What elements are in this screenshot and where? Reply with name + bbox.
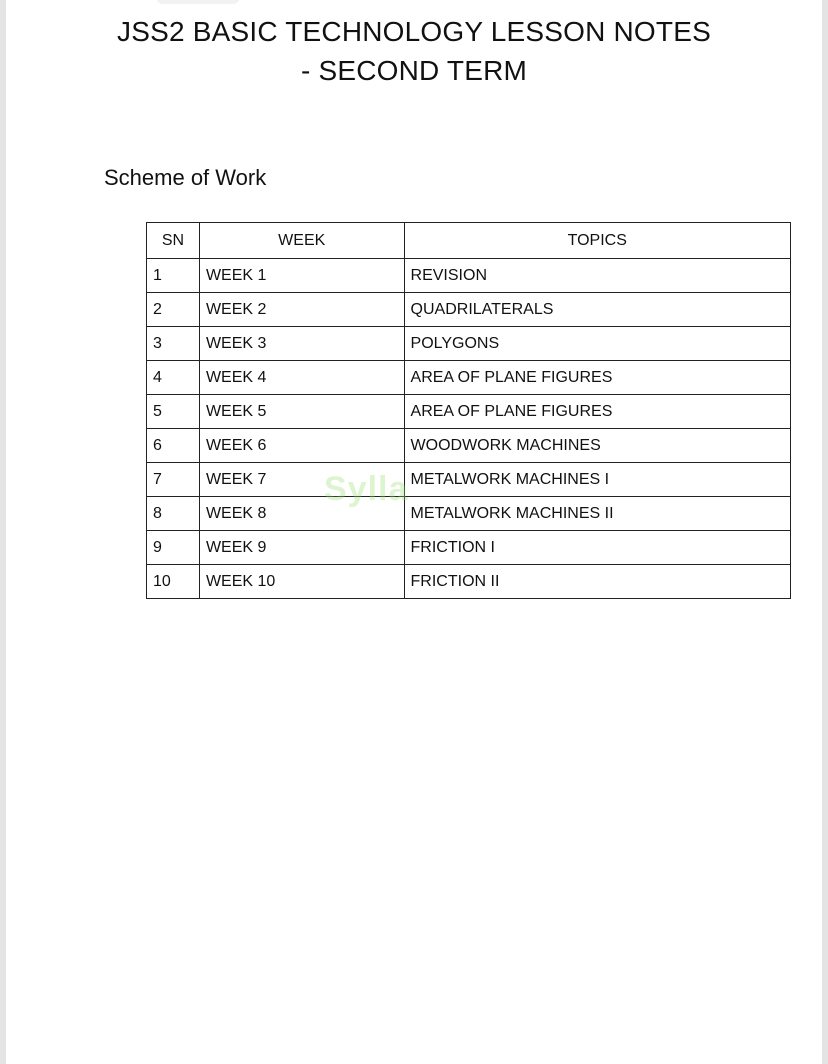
cell-sn: 7	[147, 463, 200, 497]
cell-sn: 8	[147, 497, 200, 531]
table-row	[147, 565, 791, 599]
cell-topic: FRICTION II	[404, 565, 790, 599]
cell-topic: METALWORK MACHINES I	[404, 463, 790, 497]
cell-week: WEEK 5	[199, 395, 404, 429]
cell-topic: REVISION	[404, 259, 790, 293]
column-header-topics: TOPICS	[404, 223, 790, 259]
table-row	[147, 429, 791, 463]
cell-topic: METALWORK MACHINES II	[404, 497, 790, 531]
table-row	[147, 259, 791, 293]
table-header-row	[147, 223, 791, 259]
cell-week: WEEK 4	[199, 361, 404, 395]
cell-week: WEEK 8	[199, 497, 404, 531]
cell-week: WEEK 3	[199, 327, 404, 361]
column-header-sn: SN	[147, 223, 200, 259]
watermark-logo: Sylla	[324, 470, 409, 508]
document-title-line-1: JSS2 BASIC TECHNOLOGY LESSON NOTES	[117, 16, 711, 47]
table-row	[147, 497, 791, 531]
table-row	[147, 463, 791, 497]
section-heading: Scheme of Work	[104, 165, 267, 190]
column-header-week: WEEK	[199, 223, 404, 259]
table-row	[147, 361, 791, 395]
cell-week: WEEK 10	[199, 565, 404, 599]
cell-sn: 2	[147, 293, 200, 327]
cell-sn: 4	[147, 361, 200, 395]
cell-week: WEEK 6	[199, 429, 404, 463]
table-row	[147, 395, 791, 429]
cell-topic: AREA OF PLANE FIGURES	[404, 361, 790, 395]
top-scroll-pill	[156, 0, 240, 4]
table-row	[147, 293, 791, 327]
cell-topic: AREA OF PLANE FIGURES	[404, 395, 790, 429]
table-row	[147, 531, 791, 565]
cell-sn: 6	[147, 429, 200, 463]
cell-topic: WOODWORK MACHINES	[404, 429, 790, 463]
cell-sn: 10	[147, 565, 200, 599]
cell-week: WEEK 7	[199, 463, 404, 497]
cell-week: WEEK 1	[199, 259, 404, 293]
cell-week: WEEK 9	[199, 531, 404, 565]
scheme-of-work-table	[146, 222, 791, 599]
cell-sn: 5	[147, 395, 200, 429]
cell-topic: QUADRILATERALS	[404, 293, 790, 327]
cell-week: WEEK 2	[199, 293, 404, 327]
document-title	[6, 12, 822, 90]
table-row	[147, 327, 791, 361]
document-title-line-2: - SECOND TERM	[300, 55, 528, 86]
cell-sn: 3	[147, 327, 200, 361]
cell-sn: 1	[147, 259, 200, 293]
cell-sn: 9	[147, 531, 200, 565]
document-page	[6, 0, 822, 1064]
cell-topic: POLYGONS	[404, 327, 790, 361]
cell-topic: FRICTION I	[404, 531, 790, 565]
